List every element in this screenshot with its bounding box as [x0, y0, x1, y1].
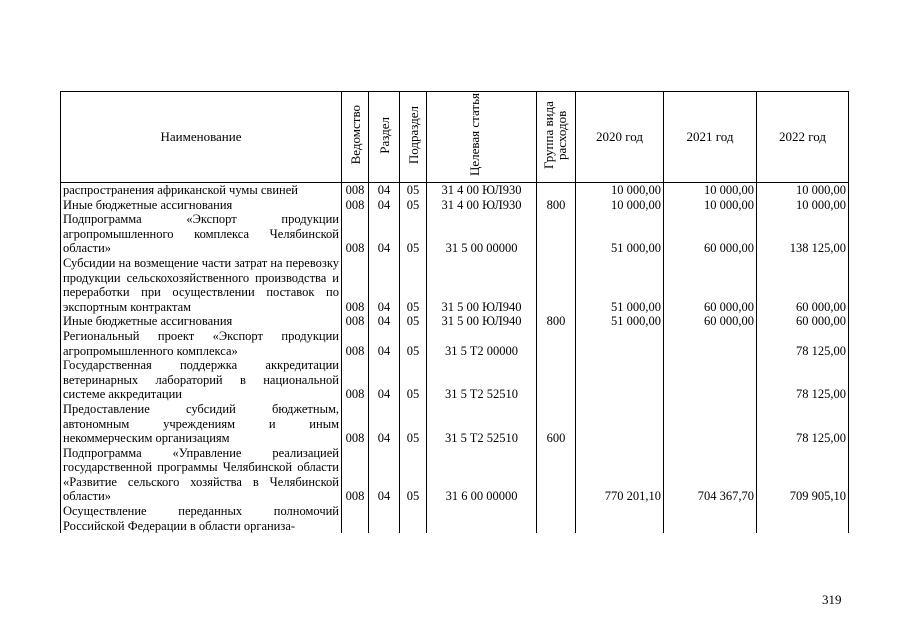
cell-dept: 008: [342, 314, 369, 329]
cell-v2021: [664, 402, 757, 446]
cell-v2022: 60 000,00: [757, 314, 849, 329]
cell-sub: 05: [400, 212, 427, 256]
cell-sec: 04: [369, 183, 400, 198]
cell-name: Государственная поддержка аккредитации ветеринарных лабораторий в национальной системе аккредитации: [61, 358, 342, 402]
table-row: [61, 329, 849, 358]
cell-v2022: 709 905,10: [757, 446, 849, 504]
cell-sub: 05: [400, 314, 427, 329]
cell-sub: 05: [400, 183, 427, 198]
cell-grp: [537, 256, 576, 314]
cell-target: 31 4 00 ЮЛ930: [427, 198, 537, 213]
cell-grp: 800: [537, 198, 576, 213]
header-name: Наименование: [61, 92, 342, 183]
cell-dept: 008: [342, 402, 369, 446]
cell-target: 31 4 00 ЮЛ930: [427, 183, 537, 198]
cell-sec: 04: [369, 402, 400, 446]
budget-table: [60, 91, 849, 533]
cell-target: 31 5 00 ЮЛ940: [427, 256, 537, 314]
cell-sub: 05: [400, 256, 427, 314]
cell-v2020: 10 000,00: [576, 198, 664, 213]
header-2020: 2020 год: [576, 92, 664, 183]
cell-name: Осуществление переданных полномочий Российской Федерации в области организа-: [61, 504, 342, 533]
cell-target: [427, 504, 537, 533]
cell-dept: 008: [342, 446, 369, 504]
cell-grp: [537, 183, 576, 198]
table-row: [61, 256, 849, 314]
header-2022: 2022 год: [757, 92, 849, 183]
cell-sub: 05: [400, 402, 427, 446]
cell-name: Подпрограмма «Экспорт продукции агропромышленного комплекса Челябинской области»: [61, 212, 342, 256]
cell-dept: 008: [342, 329, 369, 358]
cell-target: 31 5 T2 00000: [427, 329, 537, 358]
cell-v2020: 51 000,00: [576, 256, 664, 314]
cell-grp: [537, 504, 576, 533]
header-2021: 2021 год: [664, 92, 757, 183]
cell-v2022: 78 125,00: [757, 402, 849, 446]
cell-v2021: 704 367,70: [664, 446, 757, 504]
cell-v2020: 770 201,10: [576, 446, 664, 504]
cell-grp: [537, 446, 576, 504]
cell-name: Иные бюджетные ассигнования: [61, 198, 342, 213]
cell-v2022: 60 000,00: [757, 256, 849, 314]
cell-sub: 05: [400, 446, 427, 504]
table-row: [61, 314, 849, 329]
cell-target: 31 5 00 00000: [427, 212, 537, 256]
cell-sub: 05: [400, 358, 427, 402]
cell-v2022: [757, 504, 849, 533]
cell-v2021: [664, 358, 757, 402]
cell-v2021: 60 000,00: [664, 256, 757, 314]
cell-sec: 04: [369, 314, 400, 329]
cell-target: 31 5 00 ЮЛ940: [427, 314, 537, 329]
cell-name: Предоставление субсидий бюджетным, автономным учреждениям и иным некоммерческим организациям: [61, 402, 342, 446]
cell-dept: 008: [342, 358, 369, 402]
cell-dept: 008: [342, 256, 369, 314]
cell-name: Иные бюджетные ассигнования: [61, 314, 342, 329]
cell-name: распространения африканской чумы свиней: [61, 183, 342, 198]
cell-v2022: 78 125,00: [757, 358, 849, 402]
cell-grp: [537, 212, 576, 256]
table-row: [61, 504, 849, 533]
cell-dept: 008: [342, 183, 369, 198]
table-row: [61, 358, 849, 402]
cell-v2020: [576, 358, 664, 402]
cell-v2021: 10 000,00: [664, 198, 757, 213]
cell-name: Региональный проект «Экспорт продукции агропромышленного комплекса»: [61, 329, 342, 358]
cell-sec: 04: [369, 358, 400, 402]
header-dept: Ведомство: [342, 92, 369, 183]
cell-v2021: 10 000,00: [664, 183, 757, 198]
cell-grp: [537, 358, 576, 402]
cell-v2020: [576, 504, 664, 533]
cell-grp: [537, 329, 576, 358]
table-row: [61, 212, 849, 256]
cell-v2020: 51 000,00: [576, 212, 664, 256]
cell-grp: 600: [537, 402, 576, 446]
cell-v2020: [576, 329, 664, 358]
cell-v2021: 60 000,00: [664, 314, 757, 329]
cell-sub: 05: [400, 329, 427, 358]
table-row: [61, 183, 849, 198]
cell-v2022: 138 125,00: [757, 212, 849, 256]
cell-v2021: 60 000,00: [664, 212, 757, 256]
header-section: Раздел: [369, 92, 400, 183]
page-number: 319: [822, 592, 842, 607]
cell-name: Субсидии на возмещение части затрат на перевозку продукции сельскохозяйственного производства и переработки при осуществлении поставок по экспортным контрактам: [61, 256, 342, 314]
cell-sub: [400, 504, 427, 533]
cell-target: 31 5 T2 52510: [427, 402, 537, 446]
cell-sec: [369, 504, 400, 533]
table-row: [61, 446, 849, 504]
cell-v2020: 10 000,00: [576, 183, 664, 198]
header-group: Группа вида расходов: [537, 92, 576, 183]
header-target: Целевая статья: [427, 92, 537, 183]
cell-target: 31 5 T2 52510: [427, 358, 537, 402]
cell-sec: 04: [369, 446, 400, 504]
table-row: [61, 402, 849, 446]
cell-name: Подпрограмма «Управление реализацией государственной программы Челябинской области «Развитие сельского хозяйства в Челябинской области»: [61, 446, 342, 504]
cell-grp: 800: [537, 314, 576, 329]
cell-sec: 04: [369, 256, 400, 314]
cell-v2022: 78 125,00: [757, 329, 849, 358]
cell-v2022: 10 000,00: [757, 198, 849, 213]
cell-v2020: [576, 402, 664, 446]
table-row: [61, 198, 849, 213]
cell-v2020: 51 000,00: [576, 314, 664, 329]
cell-sec: 04: [369, 329, 400, 358]
table-header-row: [61, 92, 849, 183]
cell-dept: 008: [342, 212, 369, 256]
cell-target: 31 6 00 00000: [427, 446, 537, 504]
cell-v2022: 10 000,00: [757, 183, 849, 198]
cell-sec: 04: [369, 212, 400, 256]
cell-v2021: [664, 504, 757, 533]
header-subsection: Подраздел: [400, 92, 427, 183]
cell-v2021: [664, 329, 757, 358]
cell-sec: 04: [369, 198, 400, 213]
cell-sub: 05: [400, 198, 427, 213]
cell-dept: 008: [342, 198, 369, 213]
cell-dept: [342, 504, 369, 533]
